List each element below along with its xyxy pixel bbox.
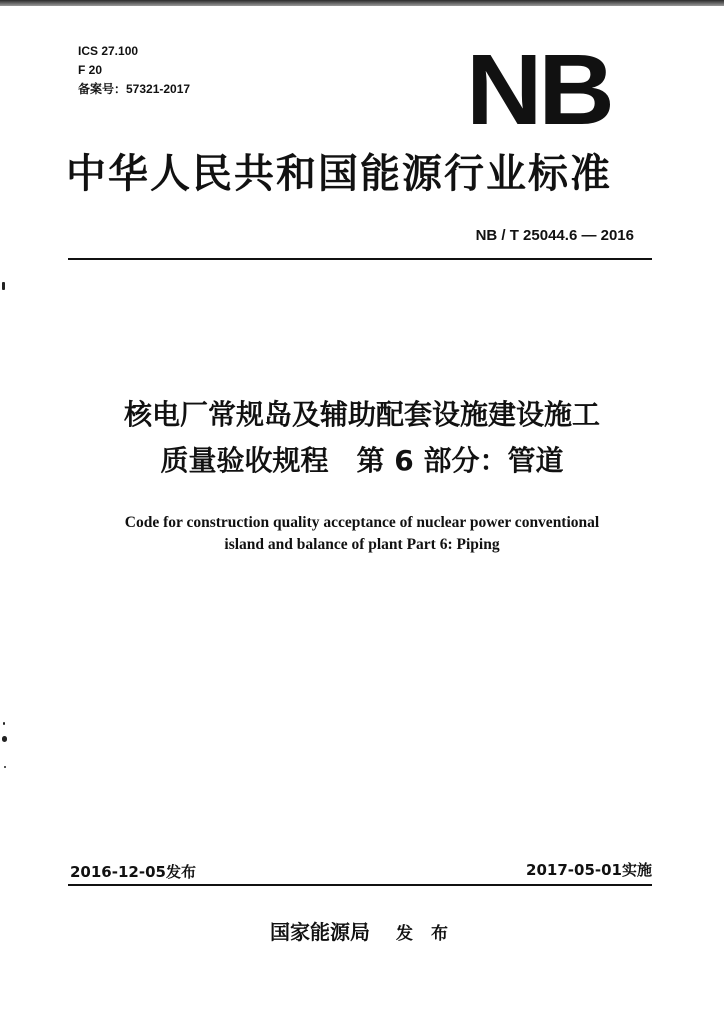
scan-speck [2,282,5,290]
issuer-line [0,918,724,948]
english-title [0,512,724,556]
standard-number: NB / T 25044.6 — 2016 [475,227,634,244]
scan-speck [3,722,5,725]
ics-code: ICS 27.100 [78,44,139,58]
top-divider [68,258,652,260]
record-number: 备案号：57321-2017 [78,82,191,96]
english-title-line-2: island and balance of plant Part 6: Piping [224,536,500,553]
ccs-code: F 20 [78,63,103,77]
classification-block [78,42,190,99]
implement-date: 2017-05-01实施 [526,861,652,879]
scan-speck [4,766,6,768]
standard-category: 中华人民共和国能源行业标准 [66,151,612,197]
scan-top-edge [0,0,724,6]
chinese-title-line-2: 质量验收规程 第 6 部分：管道 [160,444,564,477]
scan-speck [2,736,7,742]
english-title-line-1: Code for construction quality acceptance of nuclear power conventional [124,514,600,531]
chinese-title-line-1: 核电厂常规岛及辅助配套设施建设施工 [123,398,600,431]
release-date: 2016-12-05发布 [70,863,196,881]
bottom-divider [68,884,652,886]
nb-logo: NB [466,34,611,146]
publish-label: 发 布 [396,924,454,944]
chinese-title [0,392,724,484]
issuer-name: 国家能源局 [270,920,371,944]
